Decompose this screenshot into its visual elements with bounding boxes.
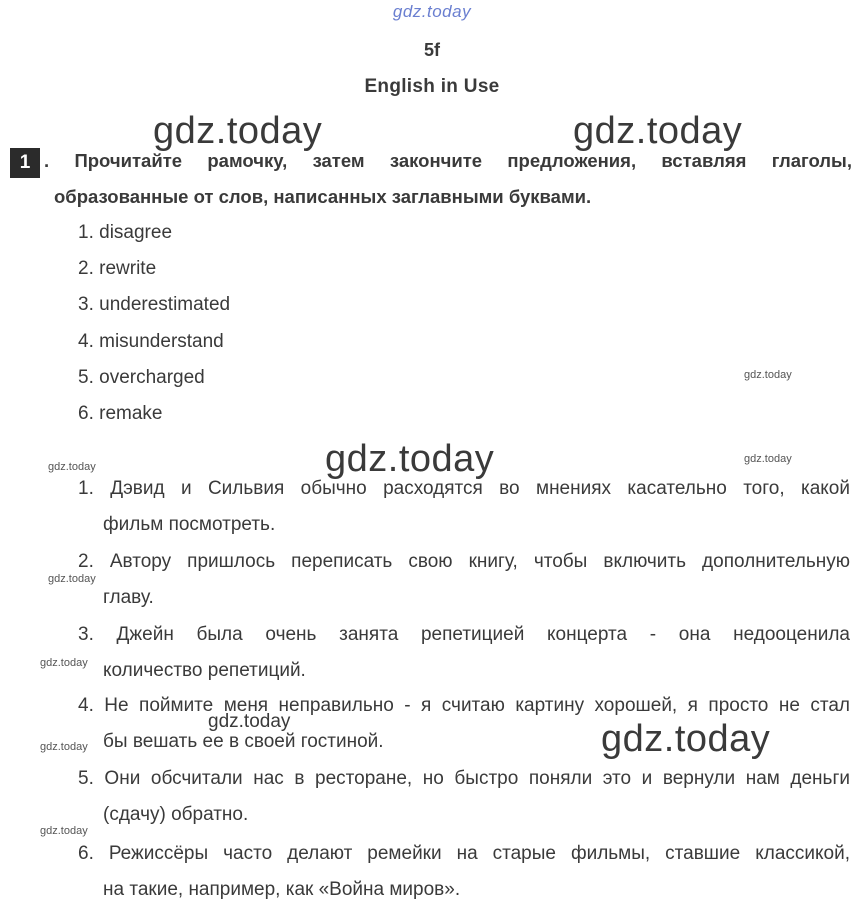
task-number-badge: 1: [10, 148, 40, 178]
translation-line: 5. Они обсчитали нас в ресторане, но быстро поняли это и вернули нам деньги: [78, 768, 850, 789]
translation-line: 6. Режиссёры часто делают ремейки на старые фильмы, ставшие классикой,: [78, 843, 850, 864]
translation-item: [78, 617, 850, 689]
instruction-line-1: . Прочитайте рамочку, затем закончите предложения, вставляя глаголы,: [44, 150, 852, 171]
translation-line: 2. Автору пришлось переписать свою книгу, чтобы включить дополнительную: [78, 551, 850, 572]
task-instruction: [44, 148, 852, 210]
watermark: gdz.today: [153, 110, 323, 152]
translation-line: 4. Не поймите меня неправильно - я считаю картину хорошей, я просто не стал: [78, 695, 850, 716]
translation-line: главу.: [103, 587, 154, 608]
translation-line: (сдачу) обратно.: [103, 804, 249, 825]
watermark-small: gdz.today: [48, 461, 96, 473]
watermark-small: gdz.today: [40, 741, 88, 753]
unit-title: 5f: [423, 40, 440, 60]
watermark: gdz.today: [601, 718, 771, 760]
translation-line: бы вешать ее в своей гостиной.: [103, 731, 384, 752]
answer-item: 5. overcharged: [78, 367, 205, 388]
translation-line: на такие, например, как «Война миров».: [103, 879, 461, 900]
translation-item: [78, 688, 850, 760]
site-header-link[interactable]: gdz.today: [392, 2, 472, 21]
translation-line: 3. Джейн была очень занята репетицией концерта - она недооценила: [78, 624, 850, 645]
translation-line: количество репетиций.: [103, 660, 306, 681]
watermark-small: gdz.today: [744, 453, 792, 465]
watermark-small: gdz.today: [40, 825, 88, 837]
translation-line: фильм посмотреть.: [103, 514, 276, 535]
section-title: English in Use: [364, 76, 500, 97]
answer-item: 2. rewrite: [78, 258, 157, 279]
translation-line: 1. Дэвид и Сильвия обычно расходятся во мнениях касательно того, какой: [78, 478, 850, 499]
translation-item: [78, 471, 850, 543]
watermark-small: gdz.today: [48, 573, 96, 585]
translation-item: [78, 836, 850, 908]
translation-item: [78, 761, 850, 833]
watermark-small: gdz.today: [40, 657, 88, 669]
instruction-line-2: образованные от слов, написанных заглавными буквами.: [54, 186, 592, 207]
watermark: gdz.today: [573, 110, 743, 152]
answer-item: 3. underestimated: [78, 294, 231, 315]
answer-item: 1. disagree: [78, 222, 173, 243]
watermark: gdz.today: [325, 438, 495, 480]
watermark-small: gdz.today: [744, 369, 792, 381]
translation-item: [78, 544, 850, 616]
watermark-medium: gdz.today: [208, 711, 291, 732]
answer-item: 4. misunderstand: [78, 331, 224, 352]
answer-item: 6. remake: [78, 403, 163, 424]
